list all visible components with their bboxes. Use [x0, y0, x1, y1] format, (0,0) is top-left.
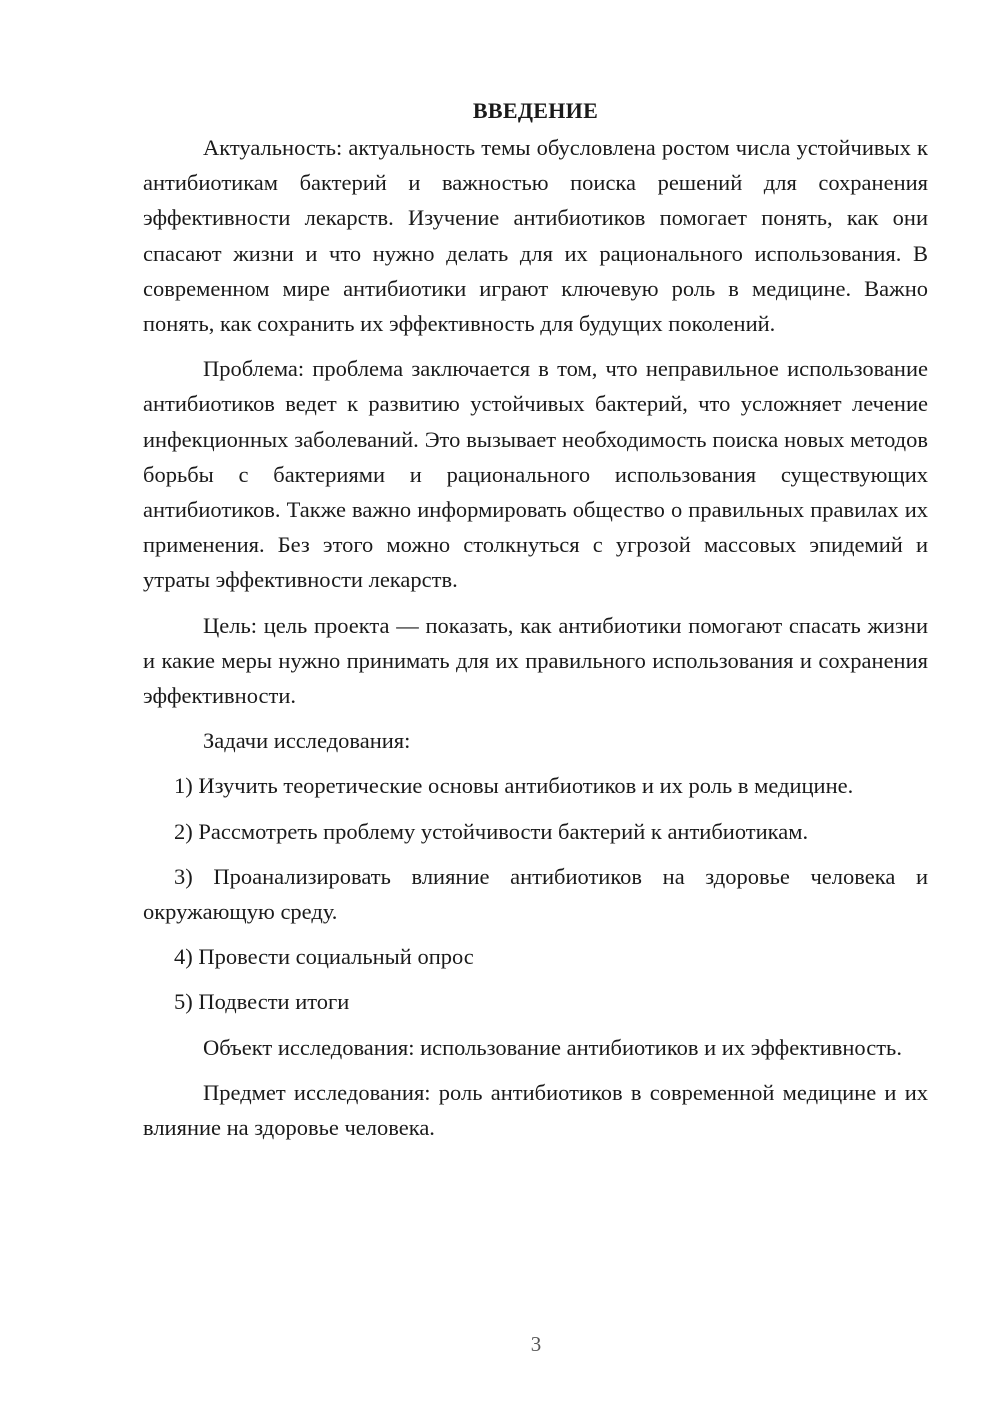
relevance-paragraph: Актуальность: актуальность темы обусловлена ростом числа устойчивых к антибиотикам бактерий и важностью поиска решений для сохранения эффективности лекарств. Изучение антибиотиков помогает понять, как они спасают жизни и что нужно делать для их рационального использования. В современном мире антибиотики играют ключевую роль в медицине. Важно понять, как сохранить их эффективность для будущих поколений.	[143, 135, 928, 337]
section-title: ВВЕДЕНИЕ	[472, 98, 599, 123]
subject-paragraph: Предмет исследования: роль антибиотиков в современной медицине и их влияние на здоровье человека.	[143, 1079, 928, 1141]
task-item-5: 5) Подвести итоги	[174, 989, 350, 1015]
page-number: 3	[530, 1332, 542, 1356]
object-paragraph: Объект исследования: использование антибиотиков и их эффективность.	[203, 1034, 902, 1060]
task-item-2: 2) Рассмотреть проблему устойчивости бактерий к антибиотикам.	[174, 818, 809, 844]
goal-paragraph: Цель: цель проекта — показать, как антибиотики помогают спасать жизни и какие меры нужно принимать для их правильного использования и сохранения эффективности.	[143, 612, 928, 709]
task-item-1: 1) Изучить теоретические основы антибиотиков и их роль в медицине.	[174, 773, 854, 799]
task-item-3: 3) Проанализировать влияние антибиотиков на здоровье человека и окружающую среду.	[143, 863, 928, 925]
document-page	[143, 93, 928, 1155]
problem-paragraph: Проблема: проблема заключается в том, что неправильное использование антибиотиков ведет к развитию устойчивых бактерий, что усложняет лечение инфекционных заболеваний. Это вызывает необходимость поиска новых методов борьбы с бактериями и рационального использования существующих антибиотиков. Также важно информировать общество о правильных правилах их применения. Без этого можно столкнуться с угрозой массовых эпидемий и утраты эффективности лекарств.	[143, 356, 928, 593]
task-item-4: 4) Провести социальный опрос	[174, 944, 474, 970]
tasks-heading: Задачи исследования:	[203, 728, 411, 754]
